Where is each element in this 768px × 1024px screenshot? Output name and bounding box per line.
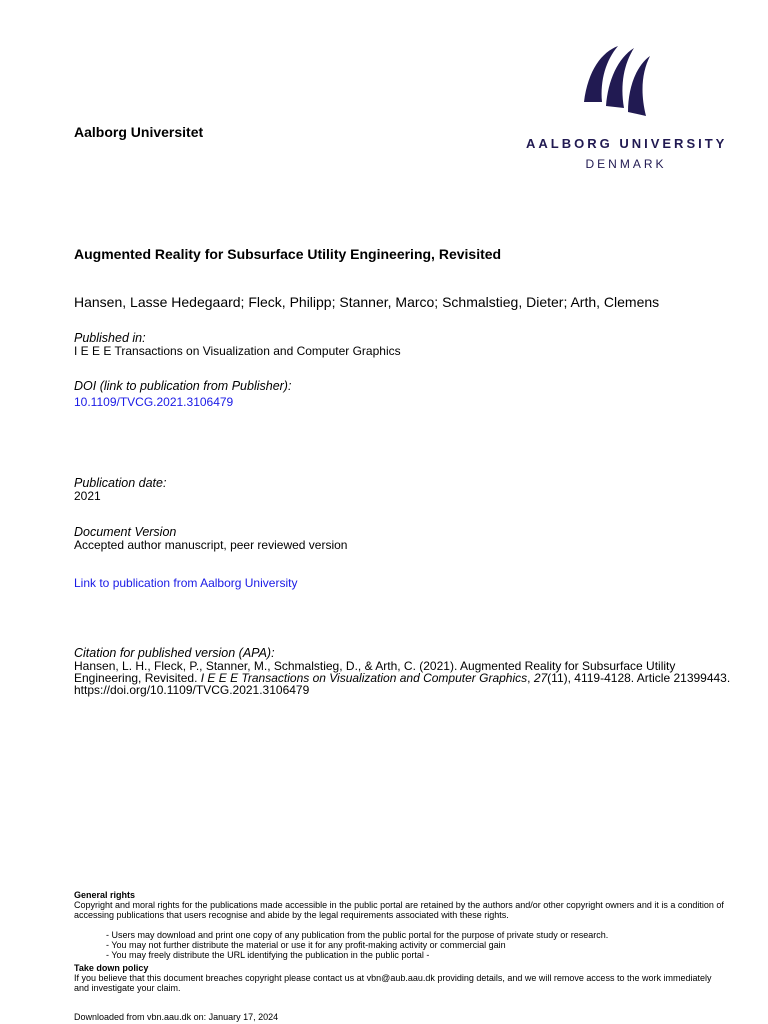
citation-volume: 27 [533, 671, 548, 685]
rights-list-item: - Users may download and print one copy of any publication from the public portal for the purpose of private study or research. [106, 930, 609, 940]
university-seal-icon [582, 40, 662, 120]
published-in-value: I E E E Transactions on Visualization and Computer Graphics [74, 344, 401, 358]
take-down-text: If you believe that this document breaches copyright please contact us at vbn@aub.aau.dk providing details, and we will remove access to the work immediately and investigate your claim. [74, 973, 712, 993]
take-down-heading: Take down policy [74, 963, 149, 973]
doi-link[interactable]: 10.1109/TVCG.2021.3106479 [74, 395, 234, 409]
published-in-section [74, 332, 401, 358]
citation-journal: I E E E Transactions on Visualization and Computer Graphics [200, 671, 528, 685]
citation-part: (11), 4119-4128. Article 21399443. https://doi.org/10.1109/TVCG.2021.3106479 [74, 671, 731, 697]
citation-label: Citation for published version (APA): [74, 646, 275, 660]
document-version-value: Accepted author manuscript, peer reviewed version [74, 538, 348, 552]
citation-text [74, 660, 734, 696]
authors: Hansen, Lasse Hedegaard; Fleck, Philipp; Stanner, Marco; Schmalstieg, Dieter; Arth, Clemens [74, 294, 660, 310]
general-rights-text: Copyright and moral rights for the publications made accessible in the public portal are retained by the authors and/or other copyright owners and it is a condition of accessing publications that users recognise and abide by the legal requirements associated with these rights. [74, 900, 724, 920]
published-in-label: Published in: [74, 331, 146, 345]
publication-date-section [74, 477, 166, 503]
rights-list [106, 930, 726, 960]
aalborg-university-logo [520, 40, 730, 180]
logo-country: DENMARK [585, 157, 667, 171]
publication-title: Augmented Reality for Subsurface Utility Engineering, Revisited [74, 246, 502, 262]
general-rights-heading: General rights [74, 890, 136, 900]
doi-label: DOI (link to publication from Publisher): [74, 379, 292, 393]
general-rights-section [74, 890, 724, 920]
logo-wordmark: AALBORG UNIVERSITY [526, 136, 728, 151]
publication-link[interactable]: Link to publication from Aalborg University [74, 576, 298, 590]
citation-part: Hansen, L. H., Fleck, P., Stanner, M., Schmalstieg, D., & Arth, C. (2021). Augmented Reality for Subsurface Utility Engineering, Revisited. [74, 659, 676, 685]
citation-separator: , [527, 671, 534, 685]
citation-section [74, 647, 734, 696]
rights-list-item: - You may not further distribute the material or use it for any profit-making activity or commercial gain [106, 940, 506, 950]
institution-name: Aalborg Universitet [74, 124, 204, 140]
doi-section [74, 380, 291, 411]
publication-date-value: 2021 [74, 489, 101, 503]
document-version-section [74, 526, 347, 552]
document-version-label: Document Version [74, 525, 177, 539]
publication-date-label: Publication date: [74, 476, 167, 490]
downloaded-note: Downloaded from vbn.aau.dk on: January 17, 2024 [74, 1012, 279, 1022]
rights-list-item: - You may freely distribute the URL identifying the publication in the public portal - [106, 950, 430, 960]
take-down-section [74, 963, 724, 993]
